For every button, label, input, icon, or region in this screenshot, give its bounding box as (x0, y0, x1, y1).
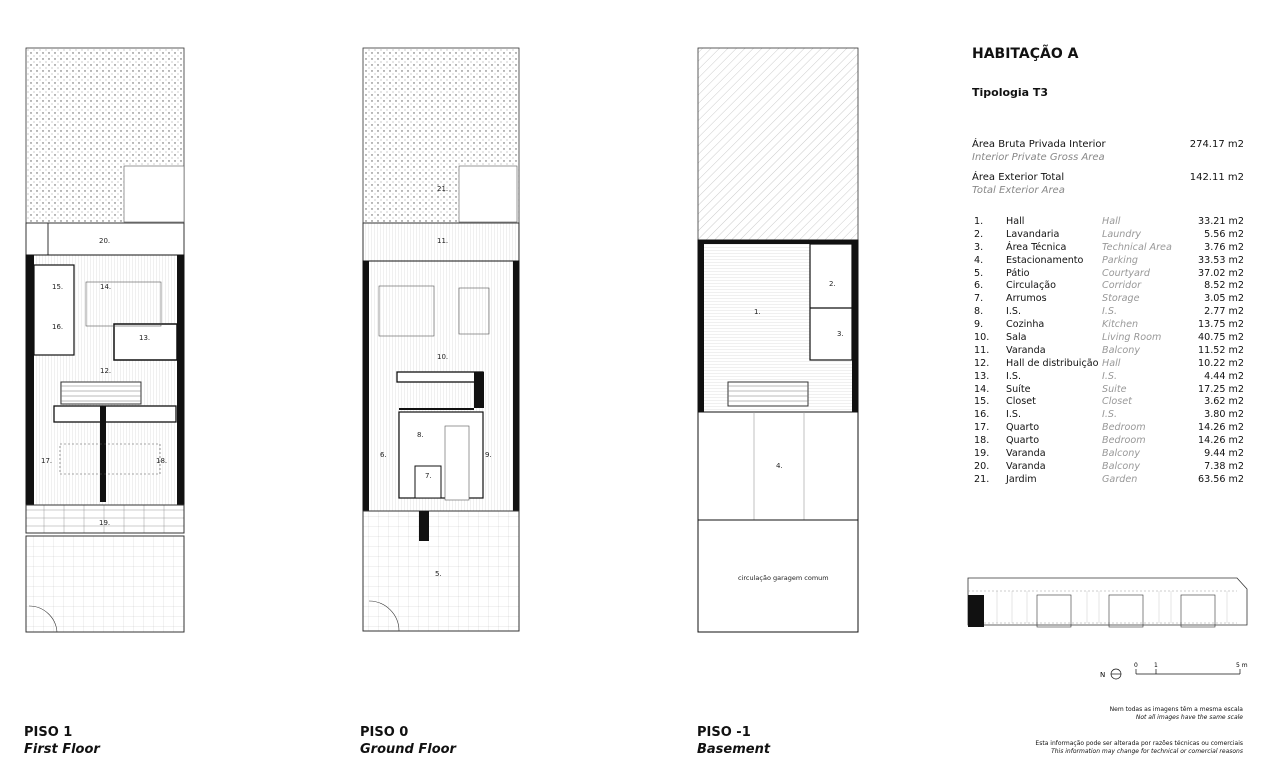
room-row (972, 332, 1244, 345)
room-num: 16. (974, 409, 990, 421)
room-pt: Closet (1006, 396, 1036, 408)
room-en: Balcony (1102, 460, 1141, 472)
room-list (972, 216, 1244, 487)
room-num: 19. (974, 448, 990, 460)
room-label: 12. (100, 367, 112, 375)
room-num: 9. (974, 319, 984, 331)
room-area: 3.76 m2 (1204, 241, 1244, 253)
room-label: 20. (99, 237, 111, 245)
room-pt: Suíte (1006, 383, 1031, 395)
room-num: 13. (974, 370, 990, 382)
page-title: HABITAÇÃO A (972, 46, 1079, 62)
floor-name-en: Basement (697, 742, 771, 757)
room-area: 3.05 m2 (1204, 293, 1244, 305)
room-pt: Varanda (1006, 460, 1046, 472)
room-area: 14.26 m2 (1198, 435, 1244, 447)
room-pt: I.S. (1006, 409, 1022, 421)
floor-label (24, 724, 100, 758)
area-value: 274.17 m2 (1189, 139, 1244, 150)
room-label: 4. (776, 462, 783, 470)
room-row (972, 435, 1244, 448)
floor-label (360, 724, 456, 758)
area-row (972, 139, 1244, 165)
note-pt: Esta informação pode ser alterada por razões técnicas ou comerciais (1035, 740, 1243, 747)
room-area: 37.02 m2 (1198, 267, 1244, 279)
room-area: 11.52 m2 (1198, 344, 1244, 356)
room-label: 18. (156, 457, 168, 465)
room-row (972, 242, 1244, 255)
room-en: Living Room (1102, 332, 1162, 344)
room-area: 13.75 m2 (1198, 319, 1244, 331)
room-row (972, 268, 1244, 281)
room-area: 33.21 m2 (1198, 216, 1244, 227)
floor-label (697, 724, 770, 758)
room-label: 3. (837, 330, 844, 338)
room-en: I.S. (1102, 370, 1118, 382)
room-label: 14. (100, 283, 112, 291)
room-area: 9.44 m2 (1204, 448, 1244, 460)
room-pt: Sala (1006, 332, 1027, 344)
room-pt: Hall de distribuição (1006, 357, 1099, 369)
room-num: 8. (974, 306, 984, 318)
room-en: I.S. (1102, 409, 1118, 421)
room-num: 4. (974, 254, 984, 266)
room-pt: Pátio (1006, 267, 1030, 279)
room-area: 63.56 m2 (1198, 473, 1244, 485)
floor-name: PISO 1 (24, 725, 73, 740)
room-label: 10. (437, 353, 449, 361)
room-row (972, 293, 1244, 306)
room-en: Bedroom (1102, 435, 1146, 447)
area-label-en: Interior Private Gross Area (972, 152, 1105, 163)
scale-bar (1098, 660, 1258, 690)
room-label: 21. (437, 185, 449, 193)
room-en: Courtyard (1102, 267, 1150, 279)
area-label: Área Exterior Total (972, 172, 1065, 183)
room-pt: Hall (1006, 216, 1025, 227)
north-label: N (1100, 671, 1106, 679)
room-en: Hall (1102, 216, 1121, 227)
room-area: 10.22 m2 (1198, 357, 1244, 369)
room-pt: Estacionamento (1006, 254, 1084, 266)
room-label: 6. (380, 451, 387, 459)
room-en: Kitchen (1102, 319, 1139, 331)
room-num: 3. (974, 241, 984, 253)
room-area: 2.77 m2 (1204, 306, 1244, 318)
room-row (972, 422, 1244, 435)
room-num: 7. (974, 293, 984, 305)
room-num: 12. (974, 357, 990, 369)
scale-tick: 1 (1154, 662, 1158, 669)
note-en: This information may change for technical or comercial reasons (1051, 748, 1243, 755)
room-pt: Varanda (1006, 344, 1046, 356)
room-en: Balcony (1102, 448, 1141, 460)
room-label: 1. (754, 308, 761, 316)
room-num: 5. (974, 267, 984, 279)
room-label: circulação garagem comum (738, 574, 829, 582)
room-num: 20. (974, 460, 990, 472)
note-pt: Nem todas as imagens têm a mesma escala (1109, 706, 1243, 713)
room-area: 4.44 m2 (1204, 370, 1244, 382)
info-note (1035, 740, 1243, 756)
room-en: Technical Area (1102, 241, 1172, 253)
room-row (972, 229, 1244, 242)
room-en: Closet (1102, 396, 1132, 408)
room-row (972, 448, 1244, 461)
room-en: I.S. (1102, 306, 1118, 318)
room-row (972, 409, 1244, 422)
room-row (972, 216, 1244, 229)
room-pt: Jardim (1006, 473, 1037, 485)
room-en: Parking (1102, 254, 1138, 266)
room-pt: Varanda (1006, 448, 1046, 460)
room-area: 7.38 m2 (1204, 460, 1244, 472)
scale-tick: 0 (1134, 662, 1138, 669)
room-num: 21. (974, 473, 990, 485)
room-row (972, 319, 1244, 332)
floor-name: PISO -1 (697, 725, 751, 740)
room-label: 9. (485, 451, 492, 459)
room-row (972, 396, 1244, 409)
room-area: 3.62 m2 (1204, 396, 1244, 408)
room-pt: Arrumos (1006, 293, 1047, 305)
floor-name: PISO 0 (360, 725, 409, 740)
room-num: 2. (974, 228, 984, 240)
room-area: 17.25 m2 (1198, 383, 1244, 395)
floor-name-en: Ground Floor (360, 742, 456, 757)
scale-tick: 5 m (1236, 662, 1248, 669)
room-row (972, 255, 1244, 268)
area-label: Área Bruta Privada Interior (972, 139, 1106, 150)
room-pt: Cozinha (1006, 319, 1045, 331)
room-row (972, 461, 1244, 474)
room-row (972, 384, 1244, 397)
room-en: Laundry (1102, 228, 1142, 240)
room-label: 8. (417, 431, 424, 439)
note-en: Not all images have the same scale (1135, 714, 1243, 721)
room-pt: I.S. (1006, 370, 1022, 382)
room-pt: Quarto (1006, 422, 1040, 434)
room-en: Bedroom (1102, 422, 1146, 434)
room-label: 5. (435, 570, 442, 578)
room-en: Storage (1102, 293, 1140, 305)
area-label-en: Total Exterior Area (972, 185, 1065, 196)
room-en: Balcony (1102, 344, 1141, 356)
room-row (972, 280, 1244, 293)
room-num: 1. (974, 216, 984, 227)
room-num: 14. (974, 383, 990, 395)
scale-note (1110, 706, 1243, 722)
site-key-plan (967, 577, 1249, 641)
room-pt: I.S. (1006, 306, 1022, 318)
ground-floor-plan (359, 46, 523, 636)
room-area: 40.75 m2 (1198, 332, 1244, 344)
room-pt: Quarto (1006, 435, 1040, 447)
room-num: 15. (974, 396, 990, 408)
room-en: Garden (1102, 473, 1138, 485)
room-label: 17. (41, 457, 53, 465)
typology: Tipologia T3 (972, 86, 1049, 99)
room-area: 33.53 m2 (1198, 254, 1244, 266)
basement-plan (696, 46, 862, 636)
room-area: 3.80 m2 (1204, 409, 1244, 421)
room-row (972, 371, 1244, 384)
room-row (972, 306, 1244, 319)
room-label: 11. (437, 237, 449, 245)
room-row (972, 474, 1244, 487)
room-pt: Área Técnica (1006, 241, 1067, 253)
room-label: 2. (829, 280, 836, 288)
room-label: 16. (52, 323, 64, 331)
room-label: 7. (425, 472, 432, 480)
room-area: 14.26 m2 (1198, 422, 1244, 434)
room-en: Suite (1102, 383, 1127, 395)
room-en: Hall (1102, 357, 1121, 369)
room-row (972, 345, 1244, 358)
room-num: 18. (974, 435, 990, 447)
room-pt: Circulação (1006, 280, 1057, 292)
room-label: 13. (139, 334, 151, 342)
first-floor-plan (24, 46, 188, 636)
room-num: 11. (974, 344, 990, 356)
room-area: 8.52 m2 (1204, 280, 1244, 292)
room-label: 15. (52, 283, 64, 291)
area-row (972, 172, 1244, 198)
area-value: 142.11 m2 (1189, 172, 1244, 183)
room-pt: Lavandaria (1006, 228, 1060, 240)
room-num: 6. (974, 280, 984, 292)
room-area: 5.56 m2 (1204, 228, 1244, 240)
room-num: 10. (974, 332, 990, 344)
room-label: 19. (99, 519, 111, 527)
floor-name-en: First Floor (24, 742, 100, 757)
room-row (972, 358, 1244, 371)
room-num: 17. (974, 422, 990, 434)
room-en: Corridor (1102, 280, 1142, 292)
